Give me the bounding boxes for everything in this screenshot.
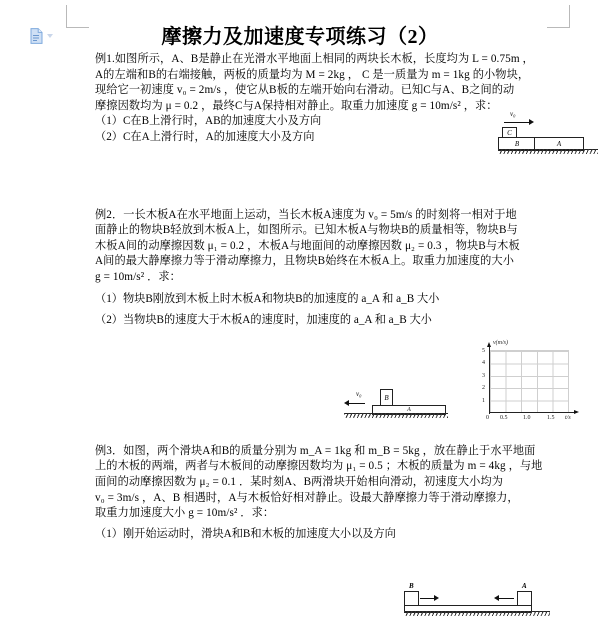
graph-y-arrow-head <box>487 342 491 347</box>
problem-line: 取重力加速度大小 g = 10m/s² ．求： <box>95 507 275 520</box>
slider-B-arrow-head <box>434 595 439 601</box>
problem-question: （2）当物块B的速度大于木板A的速度时，加速度的 a_A 和 a_B 大小 <box>95 314 432 327</box>
figure-block-A-label: A <box>522 582 527 590</box>
velocity-arrow-head <box>529 119 534 125</box>
graph-x-axis <box>489 412 575 413</box>
graph-y-tick: 4 <box>482 360 485 367</box>
page-title: 摩擦力及加速度专项练习（2） <box>161 26 439 48</box>
problem-example-3 <box>95 444 543 543</box>
problem-line: 例3．如图，两个滑块A和B的质量分别为 m_A = 1kg 和 m_B = 5kg ，放在静止于水平地面 <box>95 444 536 457</box>
problem-line: 摩擦因数均为 μ = 0.2 ，最终C与A保持相对静止。取重力加速度 g = 10m/s² ，求： <box>95 99 498 112</box>
velocity-arrow-head <box>344 400 349 406</box>
blocks-on-planks-figure <box>498 110 600 158</box>
figure-velocity-label: v₀ <box>510 110 516 118</box>
problem-question: （1）物块B刚放到木板上时木板A和物块B的加速度的 a_A 和 a_B 大小 <box>95 292 440 305</box>
figure-velocity-label: v₀ <box>356 390 362 398</box>
plank-A: A <box>372 405 446 415</box>
problem-line: 上的木板的两端，两者与木板间的动摩擦因数均为 μ₁ = 0.5 ；木板的质量为 m = 4kg ，与地 <box>95 460 543 473</box>
graph-y-axis-label: v(m/s) <box>493 340 508 346</box>
problem-line: 面间的动摩擦因数为 μ₂ = 0.1 ．某时刻A、B两滑块开始相向滑动，初速度大小均为 <box>95 475 504 488</box>
graph-x-axis-label: t/s <box>565 415 571 421</box>
slider-A-arrow-head <box>494 595 499 601</box>
problem-question: （1）C在B上滑行时，AB的加速度大小及方向 <box>95 115 322 128</box>
graph-y-tick: 3 <box>482 372 485 379</box>
velocity-arrow <box>348 403 365 404</box>
figure-block-B-label: B <box>409 582 414 590</box>
plank-B: B <box>498 137 536 151</box>
plank-A: A <box>534 137 584 151</box>
problem-line: 现给它一初速度 v₀ = 2m/s ，使它从B板的左端开始向右滑动。已知C与A、B之间的动 <box>95 84 515 97</box>
graph-y-tick: 5 <box>482 348 485 354</box>
problem-line: 木板A间的动摩擦因数 μ₁ = 0.2 ，木板A与地面间的动摩擦因数 μ₂ = 0.3 ，物块B与木板 <box>95 239 520 252</box>
problem-line: 面静止的物块B轻放到木板A上，如图所示。已知木板A与物块B的质量相等，物块B与 <box>95 224 518 237</box>
graph-x-tick: 1.0 <box>523 415 531 421</box>
problem-line: v₀ = 3m/s ，A、B 相遇时，A与木板恰好相对静止。设最大静摩擦力等于滑动摩擦力， <box>95 491 519 504</box>
plank-with-block-figure <box>344 386 448 420</box>
ground-hatching <box>344 413 448 418</box>
problem-line: A间的最大静摩擦力等于滑动摩擦力，且物块B始终在木板A上。取重力加速度的大小 <box>95 255 514 268</box>
graph-x-arrow-head <box>574 410 579 414</box>
graph-x-tick: 0 <box>486 415 489 421</box>
slider-A-arrow <box>499 598 514 599</box>
document-body <box>95 52 543 546</box>
ground-hatching <box>404 611 550 616</box>
graph-x-tick: 0.5 <box>500 415 508 421</box>
velocity-arrow <box>504 122 530 123</box>
problem-line: A的左端和B的右端接触，两板的质量均为 M = 2kg ， C 是一质量为 m = 1kg 的小物块， <box>95 68 530 81</box>
graph-y-axis <box>489 346 490 414</box>
problem-line: g = 10m/s² ．求： <box>95 270 181 283</box>
block-C: C <box>502 127 517 139</box>
problem-line: 例2．一长木板A在水平地面上运动，当长木板A速度为 v₀ = 5m/s 的时刻将一相对于地 <box>95 208 517 221</box>
two-sliders-on-plank-figure <box>404 582 554 624</box>
graph-y-tick: 1 <box>482 397 485 404</box>
graph-grid <box>490 350 569 413</box>
block-B: B <box>380 389 393 407</box>
ground-hatching <box>498 149 598 154</box>
graph-y-tick: 2 <box>482 385 485 392</box>
problem-line: 例1.如图所示，A、B是静止在光滑水平地面上相同的两块长木板，长度均为 L = 0.75m ， <box>95 53 534 65</box>
problem-example-2 <box>95 208 520 329</box>
velocity-time-graph <box>468 340 588 432</box>
problem-question: （1）刚开始运动时，滑块A和B和木板的加速度大小以及方向 <box>95 527 396 540</box>
graph-x-tick: 1.5 <box>547 415 555 421</box>
problem-question: （2）C在A上滑行时，A的加速度大小及方向 <box>95 130 315 143</box>
problem-example-1 <box>95 52 534 146</box>
slider-B-arrow <box>420 598 435 599</box>
